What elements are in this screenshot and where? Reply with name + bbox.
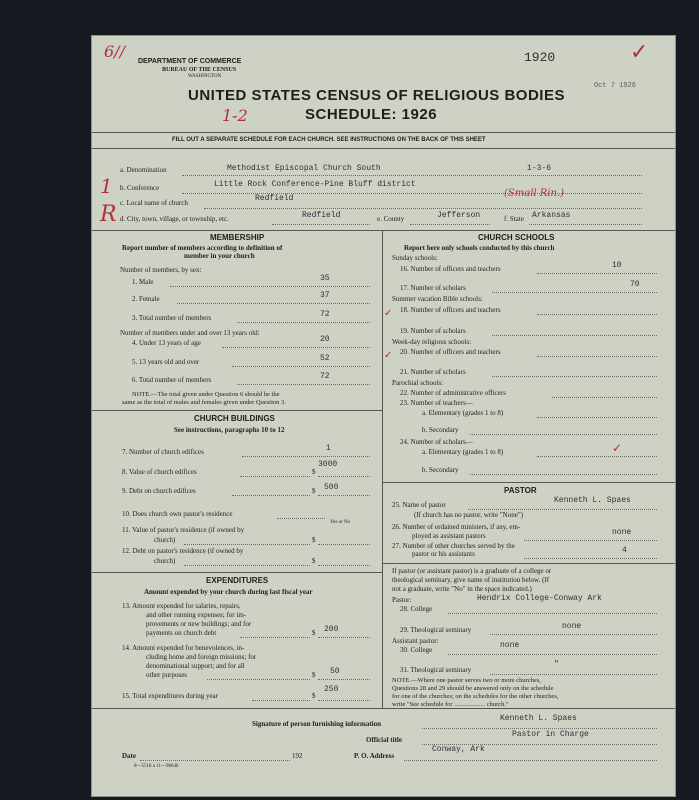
q27-value: 4 <box>622 546 627 555</box>
buildings-sub: See instructions, paragraphs 10 to 12 <box>174 426 285 434</box>
q28-value: Hendrix College-Conway Ark <box>477 594 602 603</box>
local-name-label: c. Local name of church <box>120 199 188 207</box>
po-address-value: Conway, Ark <box>432 745 485 754</box>
pastor-note-line2: Questions 28 and 29 should be answered only on the schedule <box>392 685 554 692</box>
received-date-stamp: Oct 7 1926 <box>594 82 637 90</box>
conference-label: b. Conference <box>120 184 160 192</box>
graduate-instruction-line1: If pastor (or assistant pastor) is a graduate of a college or <box>392 567 552 575</box>
q16-value: 10 <box>612 261 622 270</box>
q13-label-line1: 13. Amount expended for salaries, repairs, <box>122 602 241 610</box>
q9-label: 9. Debt on church edifices <box>122 487 196 495</box>
q4-value: 20 <box>320 335 330 344</box>
q1-value: 35 <box>320 274 330 283</box>
handwritten-1: 1 <box>100 174 113 198</box>
by-sex-label: Number of members, by sex: <box>120 266 202 274</box>
graduate-instruction-line2: theological seminary, give name of institution below. (If <box>392 576 550 584</box>
state-label: f. State <box>504 215 524 223</box>
pastor-note-line3: for one of the churches; on the schedules for the other churches, <box>392 693 559 700</box>
denomination-code: 1-3-6 <box>527 164 552 173</box>
q1-label: 1. Male <box>132 278 154 286</box>
q27-label-line2: pastor or his assistants <box>412 550 475 558</box>
po-address-label: P. O. Address <box>354 752 395 760</box>
city-value: Redfield <box>302 211 341 220</box>
city-label: d. City, town, village, or township, etc. <box>120 215 229 223</box>
q6-value: 72 <box>320 372 330 381</box>
membership-sub2: member in your church <box>184 252 255 260</box>
q5-value: 52 <box>320 354 330 363</box>
handwritten-note-small-rin: (Small Rin.) <box>504 188 565 199</box>
q15-dollar: $ <box>312 692 316 700</box>
q25-label: 25. Name of pastor <box>392 501 446 509</box>
q14-label-line2: cluding home and foreign missions; for <box>146 653 257 661</box>
handwritten-1-2: 1-2 <box>222 106 248 125</box>
sunday-schools-label: Sunday schools: <box>392 254 438 262</box>
date-label: Date <box>122 752 136 760</box>
q31-value: " <box>554 660 559 669</box>
q29-value: none <box>562 622 582 631</box>
county-value: Jefferson <box>437 211 481 220</box>
q26-value: none <box>612 528 632 537</box>
q27-label-line1: 27. Number of other churches served by the <box>392 542 515 550</box>
q11-label-line1: 11. Value of pastor's residence (if owned by <box>122 526 245 534</box>
q13-label-line4: payments on church debt <box>146 629 217 637</box>
conference-value: Little Rock Conference-Pine Bluff district <box>214 180 416 189</box>
membership-note-line1: NOTE.—The total given under Question 6 should be the <box>132 391 280 398</box>
q30-value: none <box>500 641 520 650</box>
q8-label: 8. Value of church edifices <box>122 468 197 476</box>
q23-label: 23. Number of teachers— <box>400 399 473 407</box>
handwritten-R: R <box>100 202 117 227</box>
schools-sub: Report here only schools conducted by this church <box>404 244 555 252</box>
q24-label: 24. Number of scholars— <box>400 438 473 446</box>
q25-hint: (If church has no pastor, write "None") <box>414 511 524 519</box>
schools-title: CHURCH SCHOOLS <box>478 233 555 242</box>
q21-label: 21. Number of scholars <box>400 368 466 376</box>
buildings-title: CHURCH BUILDINGS <box>194 414 275 423</box>
q23b-label: b. Secondary <box>422 426 459 434</box>
age-label: Number of members under and over 13 years old: <box>120 329 260 337</box>
q24a-label: a. Elementary (grades 1 to 8) <box>422 448 504 456</box>
q3-value: 72 <box>320 310 330 319</box>
q10-label: 10. Does church own pastor's residence <box>122 510 233 518</box>
pastor-label: Pastor: <box>392 596 412 604</box>
instruction-banner: FILL OUT A SEPARATE SCHEDULE FOR EACH CHURCH. SEE INSTRUCTIONS ON THE BACK OF THIS SHEET <box>172 137 486 143</box>
q8-value: 3000 <box>318 460 338 469</box>
state-value: Arkansas <box>532 211 571 220</box>
q29-label: 29. Theological seminary <box>400 626 472 634</box>
bureau-label: BUREAU OF THE CENSUS <box>162 67 237 73</box>
print-code: 8—5518 a 11—9064b <box>134 764 179 769</box>
denomination-label: a. Denomination <box>120 166 167 174</box>
membership-note-line2: same as the total of males and females given under Question 3. <box>122 399 286 406</box>
q26-label-line2: ployed as assistant pastors <box>412 532 486 540</box>
q2-label: 2. Female <box>132 295 160 303</box>
q13-dollar: $ <box>312 629 316 637</box>
membership-sub1: Report number of members according to definition of <box>122 244 283 252</box>
form-title: UNITED STATES CENSUS OF RELIGIOUS BODIES <box>188 87 565 104</box>
handwritten-mark-top-left: 6// <box>104 42 125 61</box>
q7-value: 1 <box>326 444 331 453</box>
q13-label-line3: provements or new buildings; and for <box>146 620 252 628</box>
q26-label-line1: 26. Number of ordained ministers, if any, em- <box>392 523 521 531</box>
q11-label-line2: church) <box>154 536 176 544</box>
q25-value: Kenneth L. Spaes <box>554 496 631 505</box>
city-label: WASHINGTON <box>188 74 222 79</box>
expenditures-sub: Amount expended by your church during last fiscal year <box>144 588 313 596</box>
expenditures-title: EXPENDITURES <box>206 576 269 585</box>
department-label: DEPARTMENT OF COMMERCE <box>138 58 242 65</box>
q14-dollar: $ <box>312 671 316 679</box>
schedule-title: SCHEDULE: 1926 <box>305 106 438 123</box>
q22-label: 22. Number of administrative officers <box>400 389 506 397</box>
signature-label: Signature of person furnishing information <box>252 720 381 728</box>
q7-label: 7. Number of church edifices <box>122 448 204 456</box>
pastor-note-line4: write "See schedule for ................... church." <box>392 701 509 708</box>
membership-title: MEMBERSHIP <box>210 233 265 242</box>
q15-value: 250 <box>324 685 339 694</box>
local-name-value: Redfield <box>255 194 294 203</box>
yes-or-no-hint: Yes or No <box>330 520 351 525</box>
q17-value: 70 <box>630 280 640 289</box>
check-mark-top-right: ✓ <box>630 40 649 65</box>
q23a-label: a. Elementary (grades 1 to 8) <box>422 409 504 417</box>
year-stamp: 1920 <box>524 50 556 65</box>
q9-value: 500 <box>324 483 339 492</box>
q9-dollar: $ <box>312 487 316 495</box>
signature-value: Kenneth L. Spaes <box>500 714 577 723</box>
q5-label: 5. 13 years old and over <box>132 358 200 366</box>
official-title-value: Pastor in Charge <box>512 730 589 739</box>
q14-label-line1: 14. Amount expended for benevolences, in- <box>122 644 245 652</box>
q16-label: 16. Number of officers and teachers <box>400 265 501 273</box>
county-label: e. County <box>377 215 405 223</box>
q17-label: 17. Number of scholars <box>400 284 466 292</box>
q20-label: 20. Number of officers and teachers <box>400 348 501 356</box>
q24b-label: b. Secondary <box>422 466 459 474</box>
q12-dollar: $ <box>312 557 316 565</box>
pastor-note-line1: NOTE.—Where one pastor serves two or more churches, <box>392 677 541 684</box>
q14-label-line4: other purposes <box>146 671 188 679</box>
q4-label: 4. Under 13 years of age <box>132 339 201 347</box>
q11-dollar: $ <box>312 536 316 544</box>
census-schedule-sheet <box>92 36 675 796</box>
red-check-q20: ✓ <box>384 350 393 361</box>
q30-label: 30. College <box>400 646 433 654</box>
q14-value: 50 <box>330 667 340 676</box>
summer-schools-label: Summer vacation Bible schools: <box>392 295 483 303</box>
q8-dollar: $ <box>312 468 316 476</box>
q12-label-line2: church) <box>154 557 176 565</box>
official-title-label: Official title <box>366 736 402 744</box>
q14-label-line3: denominational support; and for all <box>146 662 245 670</box>
q12-label-line1: 12. Debt on pastor's residence (if owned by <box>122 547 244 555</box>
red-check-q24: ✓ <box>612 441 623 455</box>
assistant-pastor-label: Assistant pastor: <box>392 637 439 645</box>
q6-label: 6. Total number of members <box>132 376 212 384</box>
q3-label: 3. Total number of members <box>132 314 212 322</box>
pastor-title: PASTOR <box>504 486 537 495</box>
graduate-instruction-line3: not a graduate, write "No" in the space indicated.) <box>392 585 532 593</box>
q15-label: 15. Total expenditures during year <box>122 692 218 700</box>
date-year: 192 <box>292 752 303 760</box>
q2-value: 37 <box>320 291 330 300</box>
q13-value: 200 <box>324 625 339 634</box>
parochial-schools-label: Parochial schools: <box>392 379 444 387</box>
q13-label-line2: and other running expenses; for im- <box>146 611 247 619</box>
weekday-schools-label: Week-day religious schools: <box>392 338 472 346</box>
denomination-value: Methodist Episcopal Church South <box>227 164 381 173</box>
q31-label: 31. Theological seminary <box>400 666 472 674</box>
q28-label: 28. College <box>400 605 433 613</box>
q19-label: 19. Number of scholars <box>400 327 466 335</box>
red-check-q18: ✓ <box>384 308 393 319</box>
q18-label: 18. Number of officers and teachers <box>400 306 501 314</box>
